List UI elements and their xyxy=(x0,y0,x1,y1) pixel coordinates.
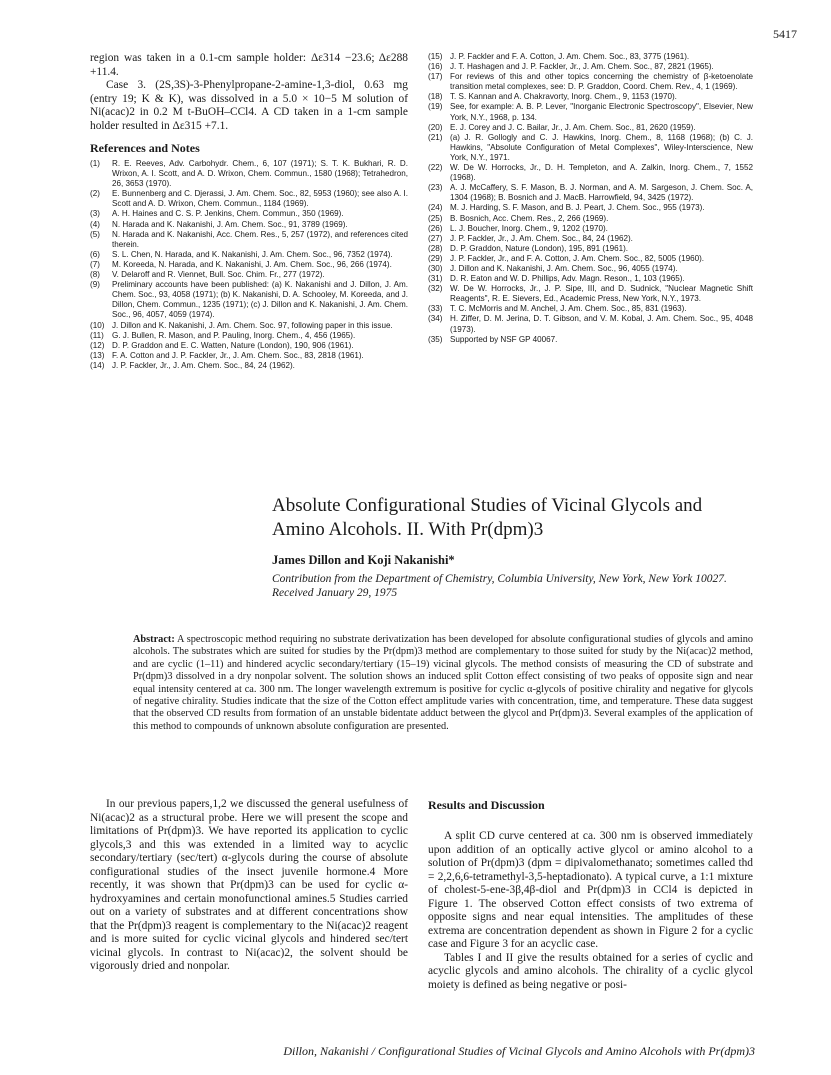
references-list-left xyxy=(90,159,408,371)
reference-item xyxy=(428,304,753,314)
reference-number: (2) xyxy=(90,189,100,199)
reference-item xyxy=(90,209,408,219)
case-3-paragraph: Case 3. (2S,3S)-3-Phenylpropane-2-amine-1,3-diol, 0.63 mg (entry 19; K & K), was dissolved in a 5.0 × 10−5 M solution of Ni(acac)2 in 0.2 M t-BuOH–CCl4. A CD taken in a 1-cm sample holder resulted in Δε315 +7.1. xyxy=(90,79,408,132)
reference-item xyxy=(428,244,753,254)
reference-item xyxy=(428,62,753,72)
reference-item xyxy=(90,189,408,209)
reference-item xyxy=(428,102,753,122)
reference-item xyxy=(428,284,753,304)
reference-text: G. J. Bullen, R. Mason, and P. Pauling, Inorg. Chem., 4, 456 (1965). xyxy=(112,330,356,340)
reference-text: J. Dillon and K. Nakanishi, J. Am. Chem. Soc., 96, 4055 (1974). xyxy=(450,263,678,273)
article-title: Absolute Configurational Studies of Vicinal Glycols and Amino Alcohols. II. With Pr(dpm)3 xyxy=(272,495,703,540)
reference-item xyxy=(90,260,408,270)
reference-text: J. Dillon and K. Nakanishi, J. Am. Chem. Soc. 97, following paper in this issue. xyxy=(112,320,393,330)
reference-text: N. Harada and K. Nakanishi, Acc. Chem. Res., 5, 257 (1972), and references cited therein. xyxy=(112,229,408,249)
reference-item xyxy=(90,230,408,250)
reference-text: N. Harada and K. Nakanishi, J. Am. Chem. Soc., 91, 3789 (1969). xyxy=(112,219,348,229)
reference-number: (30) xyxy=(428,263,443,273)
reference-number: (1) xyxy=(90,159,100,168)
results-heading: Results and Discussion xyxy=(428,798,545,812)
reference-number: (16) xyxy=(428,62,443,72)
reference-item xyxy=(428,214,753,224)
reference-number: (10) xyxy=(90,320,105,330)
reference-text: J. P. Fackler, Jr., and F. A. Cotton, J. Am. Chem. Soc., 82, 5005 (1960). xyxy=(450,253,705,263)
reference-text: E. J. Corey and J. C. Bailar, Jr., J. Am. Chem. Soc., 81, 2620 (1959). xyxy=(450,122,696,132)
reference-text: (a) J. R. Gollogly and C. J. Hawkins, Inorg. Chem., 8, 1168 (1968); (b) C. J. Hawkins, "Absolute Configuration of Metal Complexes", Wiley-Interscience, New York, N.Y., 1971. xyxy=(450,132,753,162)
reference-text: Preliminary accounts have been published: (a) K. Nakanishi and J. Dillon, J. Am. Chem. Soc., 93, 4058 (1971); (b) K. Nakanishi, D. A. Schooley, M. Koreeda, and J. Dillon, Chem. Commun., 1235 (1971); (c) J. Dillon and K. Nakanishi, J. Am. Chem. Soc., 96, 4057, 4059 (1974). xyxy=(112,280,408,320)
reference-item xyxy=(428,133,753,163)
reference-number: (31) xyxy=(428,274,443,284)
reference-number: (22) xyxy=(428,163,443,173)
reference-text: W. De W. Horrocks, Jr., J. P. Sipe, III, and D. Sudnick, "Nuclear Magnetic Shift Reagents", R. E. Sievers, Ed., Academic Press, New York, N.Y., 1973. xyxy=(450,284,753,304)
abstract-label: Abstract: xyxy=(133,634,175,645)
reference-item xyxy=(428,224,753,234)
reference-text: L. J. Boucher, Inorg. Chem., 9, 1202 (1970). xyxy=(450,223,608,233)
reference-number: (14) xyxy=(90,360,105,370)
reference-item xyxy=(428,52,753,62)
reference-item xyxy=(428,274,753,284)
reference-number: (18) xyxy=(428,92,443,102)
reference-item xyxy=(90,351,408,361)
reference-number: (35) xyxy=(428,334,443,344)
reference-item xyxy=(90,270,408,280)
reference-item xyxy=(90,220,408,230)
article-authors: James Dillon and Koji Nakanishi* xyxy=(272,553,455,567)
reference-number: (6) xyxy=(90,249,100,259)
reference-number: (13) xyxy=(90,350,105,360)
reference-number: (8) xyxy=(90,270,100,280)
reference-number: (7) xyxy=(90,259,100,269)
reference-item xyxy=(428,335,753,345)
reference-number: (33) xyxy=(428,304,443,314)
reference-number: (26) xyxy=(428,223,443,233)
reference-number: (23) xyxy=(428,183,443,193)
reference-text: B. Bosnich, Acc. Chem. Res., 2, 266 (1969). xyxy=(450,213,609,223)
reference-text: A. J. McCaffery, S. F. Mason, B. J. Norman, and A. M. Sargeson, J. Chem. Soc. A, 1304 (1968); B. Bosnich and J. MacB. Harrowfield, 94, 3425 (1972). xyxy=(450,183,753,203)
body-right-column xyxy=(428,798,753,992)
page-number: 5417 xyxy=(773,27,797,41)
reference-number: (28) xyxy=(428,243,443,253)
reference-text: H. Ziffer, D. M. Jerina, D. T. Gibson, and V. M. Kobal, J. Am. Chem. Soc., 95, 4048 (1973). xyxy=(450,314,753,334)
results-paragraph-2: Tables I and II give the results obtained for a series of cyclic and acyclic glycols and amino alcohols. The chirality of a cyclic glycol moiety is defined as being negative or posi- xyxy=(428,951,753,991)
reference-text: See, for example: A. B. P. Lever, "Inorganic Electronic Spectroscopy", Elsevier, New York, N.Y., 1968, p. 134. xyxy=(450,102,753,122)
reference-number: (34) xyxy=(428,314,443,324)
reference-text: Supported by NSF GP 40067. xyxy=(450,334,558,344)
reference-item xyxy=(428,234,753,244)
reference-number: (4) xyxy=(90,219,100,229)
abstract xyxy=(133,634,753,733)
reference-number: (27) xyxy=(428,233,443,243)
reference-number: (11) xyxy=(90,330,104,340)
reference-text: J. P. Fackler and F. A. Cotton, J. Am. Chem. Soc., 83, 3775 (1961). xyxy=(450,52,690,61)
body-left-column xyxy=(90,798,408,974)
running-footer: Dillon, Nakanishi / Configurational Studies of Vicinal Glycols and Amino Alcohols with Pr(dpm)3 xyxy=(283,1044,755,1058)
reference-text: J. P. Fackler, Jr., J. Am. Chem. Soc., 84, 24 (1962). xyxy=(450,233,633,243)
reference-item xyxy=(90,321,408,331)
reference-item xyxy=(428,183,753,203)
results-paragraph-1: A split CD curve centered at ca. 300 nm is observed immediately upon addition of an optically active glycol or amino alcohol to a solution of Pr(dpm)3 (dpm = dipivalomethanato; sometimes called thd = 2,2,6,6-tetramethyl-3,5-heptadionato). A typical curve, a 1:1 mixture of cholest-5-ene-3β,4β-diol and Pr(dpm)3 in CCl4 is depicted in Figure 1. The observed Cotton effect consists of two extrema of opposite signs and near equal intensities. The amplitudes of these extrema are concentration dependent as shown in Figure 2 for a cyclic case and Figure 3 for an acyclic case. xyxy=(428,830,753,950)
reference-text: M. J. Harding, S. F. Mason, and B. J. Peart, J. Chem. Soc., 955 (1973). xyxy=(450,203,705,213)
reference-text: W. De W. Horrocks, Jr., D. H. Templeton, and A. Zalkin, Inorg. Chem., 7, 1552 (1968). xyxy=(450,163,753,183)
top-left-column xyxy=(90,52,408,371)
reference-item xyxy=(428,254,753,264)
reference-text: For reviews of this and other topics concerning the chemistry of β-ketoenolate transition metal complexes, see: D. P. Graddon, Coord. Chem. Rev., 4, 1 (1969). xyxy=(450,72,753,92)
reference-item xyxy=(90,341,408,351)
reference-number: (25) xyxy=(428,213,443,223)
reference-number: (24) xyxy=(428,203,443,213)
reference-number: (32) xyxy=(428,284,443,294)
reference-number: (19) xyxy=(428,102,443,112)
reference-item xyxy=(90,250,408,260)
reference-item xyxy=(428,203,753,213)
article-affiliation: Contribution from the Department of Chemistry, Columbia University, New York, New York 10027. Received January 29, 1975 xyxy=(272,573,727,599)
reference-text: D. P. Graddon, Nature (London), 195, 891 (1961). xyxy=(450,243,629,253)
reference-item xyxy=(428,264,753,274)
reference-item xyxy=(90,159,408,189)
reference-text: D. P. Graddon and E. C. Watten, Nature (London), 190, 906 (1961). xyxy=(112,340,354,350)
reference-item xyxy=(90,331,408,341)
reference-number: (15) xyxy=(428,52,443,61)
reference-text: R. E. Reeves, Adv. Carbohydr. Chem., 6, 107 (1971); S. T. K. Bukhari, R. D. Wrixon, A. I. Scott, and A. D. Wrixon, Chem. Commun., 1580 (1968); Tetrahedron, 26, 3653 (1970). xyxy=(112,159,408,189)
top-right-column xyxy=(428,52,753,345)
reference-item xyxy=(90,280,408,320)
references-heading: References and Notes xyxy=(90,141,200,155)
reference-number: (29) xyxy=(428,253,443,263)
intro-paragraph: In our previous papers,1,2 we discussed the general usefulness of Ni(acac)2 as a structural probe. Here we will present the scope and limitations of Pr(dpm)3. We have reported its application to cyclic glycols,3 and this was extended in a limited way to acyclic secondary/tertiary (sec/tert) α-glycols during the course of absolute configurational studies of the insect juvenile hormone.4 More recently, it was shown that Pr(dpm)3 can be used for cyclic α-hydroxyamines and certain monofunctional amines.5 Studies carried out on a variety of substrates and at different concentrations show that the Pr(dpm)3 reagent is complementary to the Ni(acac)2 reagent and is more suited for cyclic vicinal glycols and hindered sec/tert vicinal glycols. In contrast to Ni(acac)2, the solvent should be vigorously dried and nonpolar. xyxy=(90,798,408,972)
reference-text: J. P. Fackler, Jr., J. Am. Chem. Soc., 84, 24 (1962). xyxy=(112,360,295,370)
reference-number: (9) xyxy=(90,280,100,290)
abstract-text: A spectroscopic method requiring no substrate derivatization has been developed for absolute configurational studies of glycols and amino alcohols. The substrates which are suited for studies by the Pr(dpm)3 method are complementary to those suited for study by the Ni(acac)2 method, and are cyclic (1–11) and hindered acyclic secondary/tertiary (15–19) vicinal glycols. The method consists of measuring the CD of substrate and Pr(dpm)3 dissolved in a dry nonpolar solvent. The solution shows an induced split Cotton effect consisting of two peaks of opposite sign and near equal intensity centered at ca. 300 nm. The longer wavelength extremum is positive for cyclic α-glycols of positive chirality and negative for glycols of negative chirality. Studies indicate that the size of the Cotton effect amplitude varies with concentration, time, and temperature. These data suggest that the observed CD results from formation of an unstable bidentate adduct between the glycol and Pr(dpm)3. Several examples of the application of this method to compounds of unknown absolute configuration are presented. xyxy=(133,634,753,732)
reference-item xyxy=(428,163,753,183)
reference-text: T. C. McMorris and M. Anchel, J. Am. Chem. Soc., 85, 831 (1963). xyxy=(450,304,687,314)
reference-item xyxy=(428,123,753,133)
reference-number: (12) xyxy=(90,340,105,350)
reference-item xyxy=(428,314,753,334)
reference-text: D. R. Eaton and W. D. Phillips, Adv. Magn. Reson., 1, 103 (1965). xyxy=(450,274,685,284)
reference-number: (5) xyxy=(90,229,100,239)
reference-number: (3) xyxy=(90,209,100,219)
reference-text: M. Koreeda, N. Harada, and K. Nakanishi, J. Am. Chem. Soc., 96, 266 (1974). xyxy=(112,259,392,269)
prev-article-tail: region was taken in a 0.1-cm sample holder: Δε314 −23.6; Δε288 +11.4. xyxy=(90,52,408,78)
reference-item xyxy=(428,72,753,92)
reference-text: S. L. Chen, N. Harada, and K. Nakanishi, J. Am. Chem. Soc., 96, 7352 (1974). xyxy=(112,249,393,259)
reference-number: (21) xyxy=(428,132,443,142)
reference-text: V. Delaroff and R. Viennet, Bull. Soc. Chim. Fr., 277 (1972). xyxy=(112,270,325,280)
references-list-right xyxy=(428,52,753,345)
reference-text: F. A. Cotton and J. P. Fackler, Jr., J. Am. Chem. Soc., 83, 2818 (1961). xyxy=(112,350,364,360)
reference-text: J. T. Hashagen and J. P. Fackler, Jr., J. Am. Chem. Soc., 87, 2821 (1965). xyxy=(450,62,714,72)
reference-number: (17) xyxy=(428,72,443,82)
reference-text: A. H. Haines and C. S. P. Jenkins, Chem. Commun., 350 (1969). xyxy=(112,209,344,219)
reference-text: T. S. Kannan and A. Chakravorty, Inorg. Chem., 9, 1153 (1970). xyxy=(450,92,677,102)
reference-item xyxy=(428,92,753,102)
reference-number: (20) xyxy=(428,122,443,132)
reference-item xyxy=(90,361,408,371)
reference-text: E. Bunnenberg and C. Djerassi, J. Am. Chem. Soc., 82, 5953 (1960); see also A. I. Scott and A. D. Wrixon, Chem. Commun., 1184 (1969). xyxy=(112,189,408,209)
